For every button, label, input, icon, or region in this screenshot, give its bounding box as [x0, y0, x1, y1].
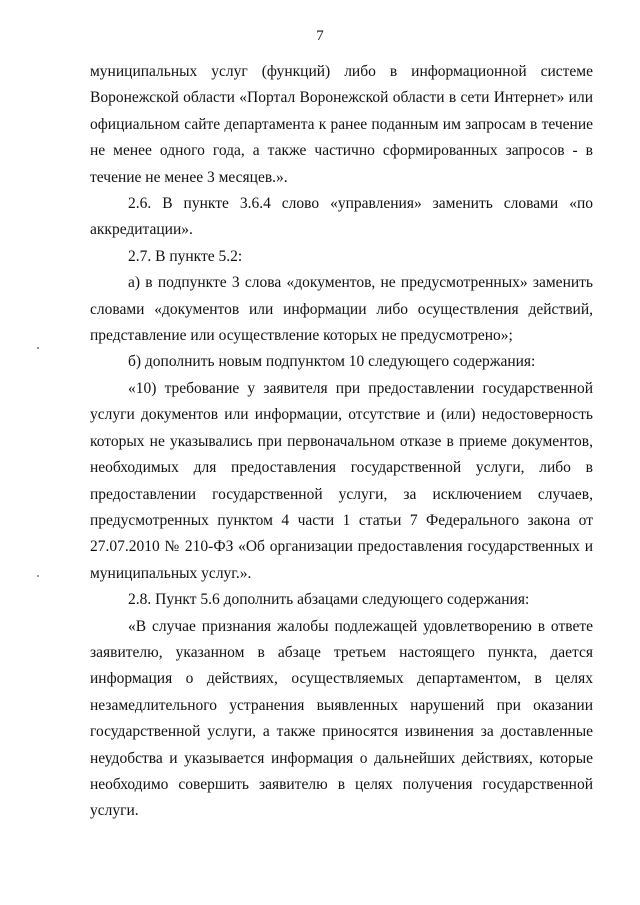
- paragraph-quote-10: «10) требование у заявителя при предоставлении государственной услуги документов или информации, отсутствие и (или) недостоверность которых не указывались при первоначальном отказе в приеме документов, необходимых для предоставления государственной услуги, либо в предоставлении государственной услуги, за исключением случаев, предусмотренных пунктом 4 части 1 статьи 7 Федерального закона от 27.07.2010 № 210-ФЗ «Об организации предоставления государственных и муниципальных услуг.».: [90, 379, 593, 582]
- paragraph-subitem-b: б) дополнить новым подпунктом 10 следующего содержания:: [128, 353, 536, 371]
- paragraph-subitem-a: а) в подпункте 3 слова «документов, не предусмотренных» заменить словами «документов или информации либо осуществления действий, представление или осуществление которых не предусмотрено»;: [90, 274, 593, 345]
- paragraph-item-2-7: 2.7. В пункте 5.2:: [128, 247, 243, 265]
- document-body: [90, 59, 593, 825]
- paragraph-continuation: муниципальных услуг (функций) либо в информационной системе Воронежской области «Портал Воронежской области в сети Интернет» или официальном сайте департамента к ранее поданным им запросам в течение не менее одного года, а также частично сформированных запросов - в течение не менее 3 месяцев.».: [90, 63, 593, 186]
- paragraph-item-2-6: 2.6. В пункте 3.6.4 слово «управления» заменить словами «по аккредитации».: [90, 195, 593, 239]
- page-number: 7: [316, 28, 324, 44]
- paragraph-quote-complaint: «В случае признания жалобы подлежащей удовлетворению в ответе заявителю, указанном в абзаце третьем настоящего пункта, дается информация о действиях, осуществляемых департаментом, в целях незамедлительного устранения выявленных нарушений при оказании государственной услуги, а также приносятся извинения за доставленные неудобства и указывается информация о дальнейших действиях, которые необходимо совершить заявителю в целях получения государственной услуги.: [90, 617, 593, 820]
- scan-speck: [37, 575, 39, 577]
- scan-speck: [37, 347, 39, 349]
- paragraph-item-2-8: 2.8. Пункт 5.6 дополнить абзацами следующего содержания:: [128, 591, 530, 609]
